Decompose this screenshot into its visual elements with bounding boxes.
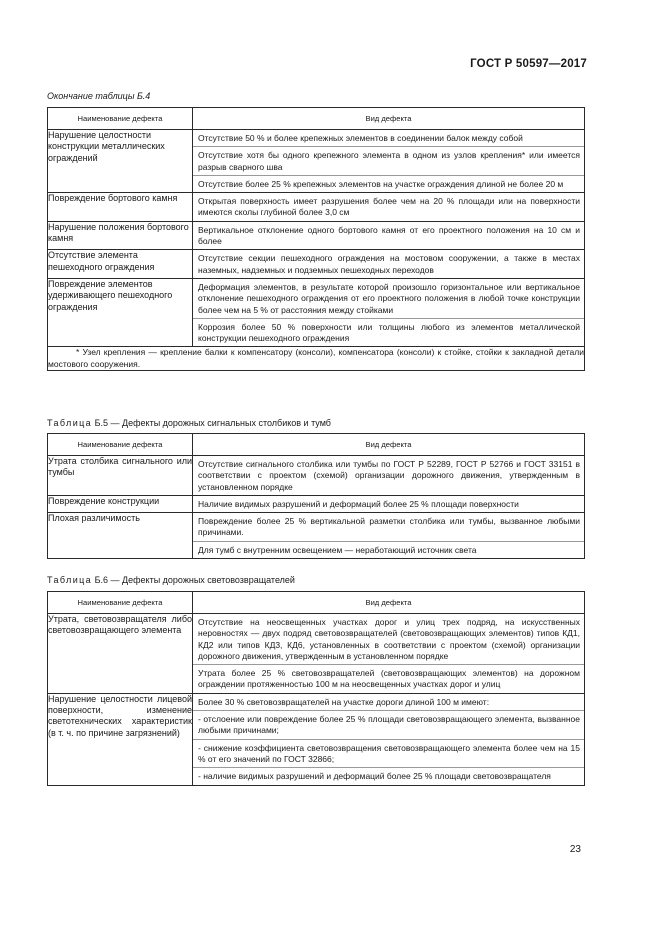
defect-name: Нарушение целостности конструкции металлических ограждений: [48, 130, 193, 193]
table-header-row: [48, 108, 585, 130]
defect-description: [193, 614, 585, 694]
caption-label: Таблица: [47, 418, 93, 428]
defect-description-line: Утрата более 25 % световозвращателей (световозвращающих элементов) на дорожном ограждении протяженностью 100 м на неосвещенных участках дорог и улиц: [193, 664, 584, 693]
defect-name: Утрата столбика сигнального или тумбы: [48, 456, 193, 496]
table-b5-caption: [47, 418, 331, 428]
table-row: [48, 614, 585, 694]
table-footnote-row: [48, 347, 585, 371]
table-row: [48, 693, 585, 785]
column-header-name: Наименование дефекта: [48, 108, 193, 130]
defect-description: [193, 456, 585, 496]
defect-description: [193, 693, 585, 785]
table-row: [48, 221, 585, 250]
defect-description-line: Для тумб с внутренним освещением — неработающий источник света: [193, 541, 584, 558]
table-footnote: * Узел крепления — крепление балки к компенсатору (консоли), компенсатора (консоли) к стойке, стойки к закладной детали мостового сооружения.: [48, 347, 584, 369]
table-row: [48, 513, 585, 559]
defect-description-line: Отсутствие секции пешеходного ограждения на мостовом сооружении, а также в местах наземных, надземных и подземных пешеходных переходов: [198, 253, 580, 275]
table-b6-caption: [47, 575, 295, 585]
page-number: 23: [569, 844, 581, 855]
defect-description-line: Отсутствие более 25 % крепежных элементов на участке ограждения длиной не более 20 м: [193, 175, 584, 192]
defect-description: [193, 513, 585, 559]
defect-description-line: Отсутствие хотя бы одного крепежного элемента в одном из узлов крепления* или имеется разрыв сварного шва: [193, 146, 584, 175]
column-header-type: Вид дефекта: [193, 592, 585, 614]
table-b5: [47, 433, 585, 559]
defect-name: Нарушение положения бортового камня: [48, 221, 193, 250]
defect-name: Повреждение элементов удерживающего пешеходного ограждения: [48, 278, 193, 346]
defect-name: Утрата, световозвращателя либо световозвращающего элемента: [48, 614, 193, 694]
defect-description-line: Отсутствие сигнального столбика или тумбы по ГОСТ Р 52289, ГОСТ Р 52766 и ГОСТ 33151 в соответствии с проектом (схемой) организации дорожного движения, утвержденным в установленном порядке: [198, 459, 580, 492]
table-row: [48, 250, 585, 279]
table-header-row: [48, 434, 585, 456]
column-header-name: Наименование дефекта: [48, 434, 193, 456]
column-header-name: Наименование дефекта: [48, 592, 193, 614]
table-b4-caption: Окончание таблицы Б.4: [47, 91, 151, 101]
caption-label: Таблица: [47, 575, 93, 585]
defect-description: [193, 278, 585, 346]
table-row: [48, 456, 585, 496]
defect-name: Отсутствие элемента пешеходного ограждения: [48, 250, 193, 279]
defect-description: [193, 193, 585, 222]
defect-description: [193, 495, 585, 512]
column-header-type: Вид дефекта: [193, 434, 585, 456]
standard-designation: ГОСТ Р 50597—2017: [470, 58, 587, 70]
defect-name: Повреждение конструкции: [48, 495, 193, 512]
defect-description-line: Деформация элементов, в результате которой произошло горизонтальное или вертикальное отклонение пешеходного ограждения от его проектного положения в любой точке конструкции более чем на 5 % от расстояния между стойками: [198, 281, 580, 315]
defect-description-line: - отслоение или повреждение более 25 % площади световозвращающего элемента, вызванное любыми причинами;: [193, 710, 584, 739]
defect-description-line: Повреждение более 25 % вертикальной разметки столбика или тумбы, вызванное любыми причинами.: [198, 516, 580, 538]
defect-description-line: Коррозия более 50 % поверхности или толщины любого из элементов металлической конструкции пешеходного ограждения: [193, 318, 584, 347]
table-b4: [47, 107, 585, 371]
defect-name: Плохая различимость: [48, 513, 193, 559]
defect-description-line: - снижение коэффициента световозвращения световозвращающего элемента более чем на 15 % от его значений по ГОСТ 32866;: [193, 739, 584, 768]
defect-description-line: Более 30 % световозвращателей на участке дороги длиной 100 м имеют:: [198, 696, 490, 707]
defect-description: [193, 250, 585, 279]
defect-description-line: - наличие видимых разрушений и деформаций более 25 % площади световозвращателя: [193, 767, 584, 784]
column-header-type: Вид дефекта: [193, 108, 585, 130]
caption-text: Б.6 — Дефекты дорожных световозвращателей: [94, 575, 295, 585]
table-row: [48, 193, 585, 222]
defect-description-line: Открытая поверхность имеет разрушения более чем на 20 % площади или на поверхности имеются сколы глубиной более 3,0 см: [198, 196, 580, 218]
defect-name: Нарушение целостности лицевой поверхности, изменение светотехнических характеристик (в т. ч. по причине загрязнений): [48, 693, 193, 785]
defect-description-line: Отсутствие на неосвещенных участках дорог и улиц трех подряд, на искусственных неровностях — двух подряд световозвращателей (световозвращающих элементов) типов КД1, КД2 или типов КД3, КД6, установленных в соответствии с проектом (схемой) организации дорожного движения, утвержденным в установленном порядке: [198, 617, 580, 661]
table-header-row: [48, 592, 585, 614]
defect-description-line: Наличие видимых разрушений и деформаций более 25 % площади поверхности: [198, 498, 519, 509]
table-row: [48, 130, 585, 193]
caption-text: Б.5 — Дефекты дорожных сигнальных столбиков и тумб: [94, 418, 331, 428]
table-row: [48, 278, 585, 346]
defect-description-line: Отсутствие 50 % и более крепежных элементов в соединении балок между собой: [198, 133, 523, 143]
table-b6: [47, 591, 585, 786]
defect-description-line: Вертикальное отклонение одного бортового камня от его проектного положения на 10 см и более: [198, 224, 580, 247]
defect-name: Повреждение бортового камня: [48, 193, 193, 222]
defect-description: [193, 221, 585, 250]
table-row: [48, 495, 585, 512]
defect-description: [193, 130, 585, 193]
